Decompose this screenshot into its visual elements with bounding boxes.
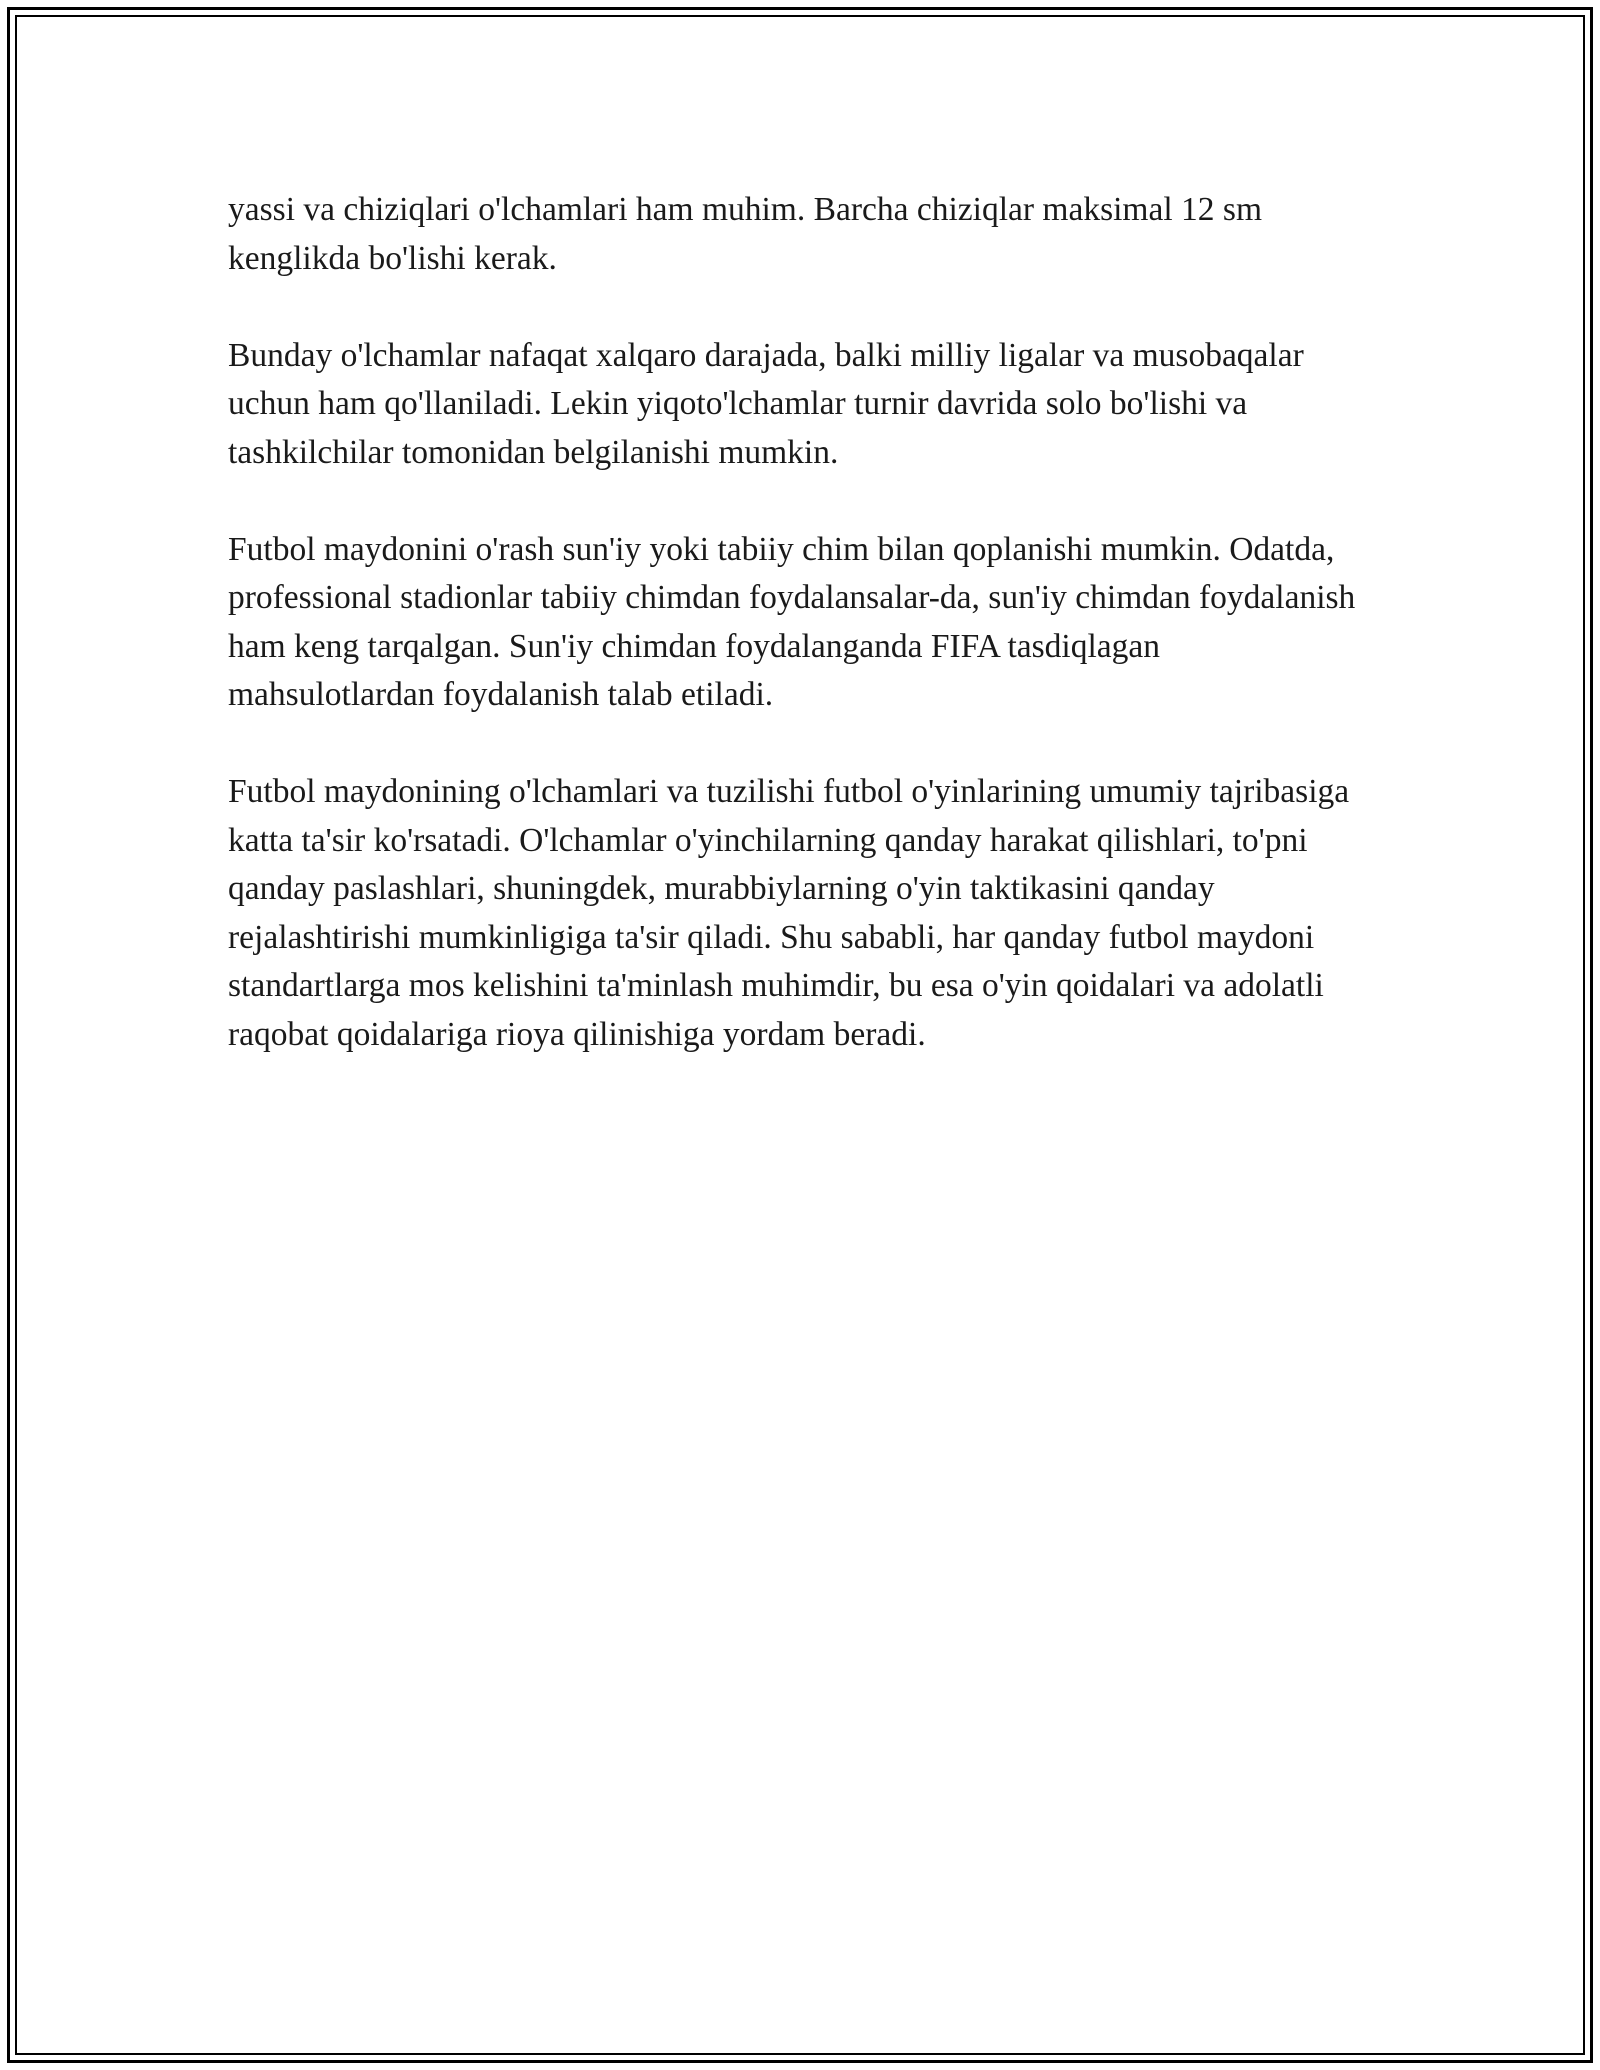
- paragraph: Bunday o'lchamlar nafaqat xalqaro darajada, balki milliy ligalar va musobaqalar uchun ham qo'llaniladi. Lekin yiqoto'lchamlar turnir davrida solo bo'lishi va tashkilchilar tomonidan belgilanishi mumkin.: [228, 336, 1304, 471]
- document-body: [228, 186, 1368, 1108]
- paragraph: Futbol maydonini o'rash sun'iy yoki tabiiy chim bilan qoplanishi mumkin. Odatda, professional stadionlar tabiiy chimdan foydalansalar-da, sun'iy chimdan foydalanish ham keng tarqalgan. Sun'iy chimdan foydalanganda FIFA tasdiqlagan mahsulotlardan foydalanish talab etiladi.: [228, 530, 1356, 713]
- paragraph: Futbol maydonining o'lchamlari va tuzilishi futbol o'yinlarining umumiy tajribasiga katta ta'sir ko'rsatadi. O'lchamlar o'yinchilarning qanday harakat qilishlari, to'pni qanday paslashlari, shuningdek, murabbiylarning o'yin taktikasini qanday rejalashtirishi mumkinligiga ta'sir qiladi. Shu sababli, har qanday futbol maydoni standartlarga mos kelishini ta'minlash muhimdir, bu esa o'yin qoidalari va adolatli raqobat qoidalariga rioya qilinishiga yordam beradi.: [228, 773, 1350, 1053]
- paragraph: yassi va chiziqlari o'lchamlari ham muhim. Barcha chiziqlar maksimal 12 sm kenglikda bo'lishi kerak.: [228, 191, 1263, 277]
